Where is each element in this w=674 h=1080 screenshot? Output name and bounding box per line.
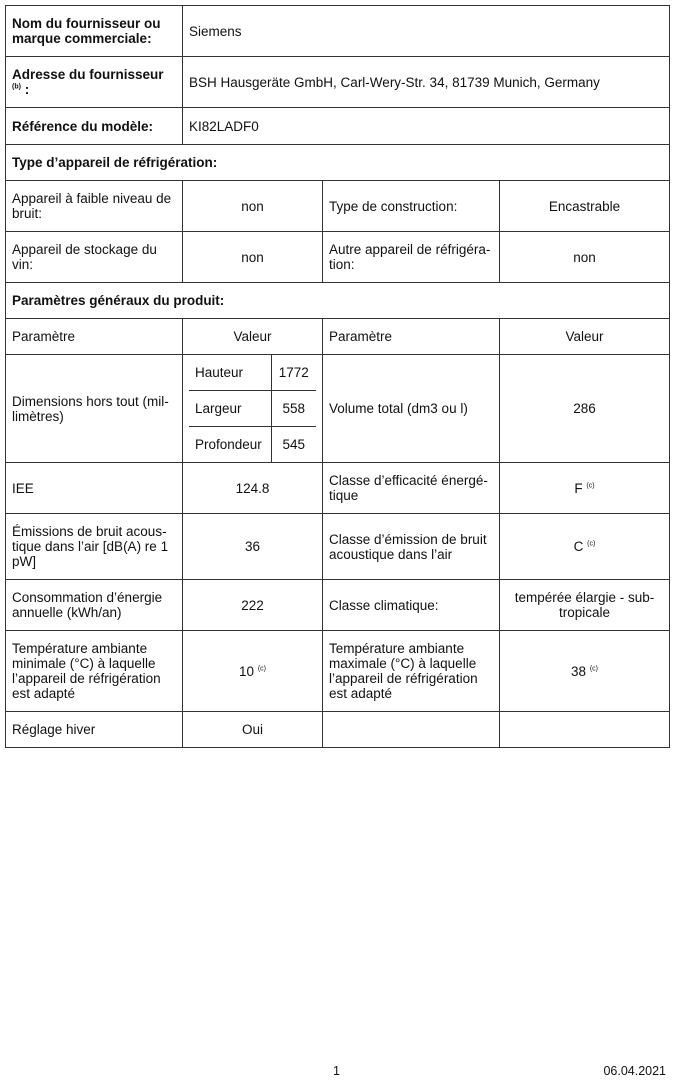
construction-type-label: Type de construction: — [323, 181, 500, 232]
width-value: 558 — [271, 391, 316, 427]
model-reference-value: KI82LADF0 — [183, 108, 670, 145]
winter-setting-label: Réglage hiver — [6, 712, 183, 748]
document-date: 06.04.2021 — [603, 1064, 666, 1078]
energy-class-label: Classe d’efficacité énergé-tique — [323, 463, 500, 514]
height-label: Hauteur — [189, 355, 271, 391]
other-appliance-label: Autre appareil de réfrigéra-tion: — [323, 232, 500, 283]
min-temperature-footnote: (c) — [257, 665, 266, 672]
depth-label: Profondeur — [195, 437, 262, 452]
construction-type-value: Encastrable — [500, 181, 670, 232]
supplier-address-label — [6, 57, 183, 108]
min-temperature-label: Température ambiante minimale (°C) à laquelle l’appareil de réfrigération est adapté — [6, 631, 183, 712]
max-temperature-footnote: (c) — [589, 665, 598, 672]
width-label: Largeur — [189, 391, 271, 427]
noise-class-cell — [500, 514, 670, 580]
supplier-address-colon: : — [24, 82, 30, 97]
low-noise-label: Appareil à faible niveau de bruit: — [6, 181, 183, 232]
noise-class-label: Classe d’émission de bruit acoustique dans l’air — [323, 514, 500, 580]
energy-class-cell — [500, 463, 670, 514]
supplier-name-label: Nom du fournisseur ou marque commerciale: — [6, 6, 183, 57]
general-params-heading: Paramètres généraux du produit: — [6, 283, 670, 319]
other-appliance-value: non — [500, 232, 670, 283]
total-volume-value: 286 — [500, 355, 670, 463]
max-temperature-cell — [500, 631, 670, 712]
supplier-name-value: Siemens — [183, 6, 670, 57]
energy-consumption-value: 222 — [183, 580, 323, 631]
climate-class-label: Classe climatique: — [323, 580, 500, 631]
depth-value: 545 — [271, 427, 316, 463]
iee-label: IEE — [6, 463, 183, 514]
page-number: 1 — [333, 1064, 340, 1078]
noise-emission-label: Émissions de bruit acous-tique dans l’air [dB(A) re 1 pW] — [6, 514, 183, 580]
energy-class-value: F — [574, 480, 583, 496]
min-temperature-cell — [183, 631, 323, 712]
wine-storage-value: non — [183, 232, 323, 283]
energy-class-footnote: (c) — [586, 482, 595, 489]
supplier-address-footnote: (b) — [12, 83, 21, 91]
column-header-param-2: Paramètre — [323, 319, 500, 355]
noise-class-value: C — [573, 539, 584, 554]
column-header-value: Valeur — [183, 319, 323, 355]
supplier-address-value: BSH Hausgeräte GmbH, Carl-Wery-Str. 34, 81739 Munich, Germany — [183, 57, 670, 108]
column-header-value-2: Valeur — [500, 319, 670, 355]
low-noise-value: non — [183, 181, 323, 232]
max-temperature-label: Température ambiante maximale (°C) à laquelle l’appareil de réfrigération est adapté — [323, 631, 500, 712]
climate-class-value: tempérée élargie - sub-tropicale — [500, 580, 670, 631]
noise-emission-value: 36 — [183, 514, 323, 580]
dimensions-values — [183, 355, 323, 463]
model-reference-label: Référence du modèle: — [6, 108, 183, 145]
wine-storage-label: Appareil de stockage du vin: — [6, 232, 183, 283]
total-volume-label: Volume total (dm3 ou l) — [323, 355, 500, 463]
energy-consumption-label: Consommation d’énergie annuelle (kWh/an) — [6, 580, 183, 631]
empty-cell — [323, 712, 500, 748]
height-value: 1772 — [271, 355, 316, 391]
iee-value: 124.8 — [183, 463, 323, 514]
product-info-sheet — [5, 5, 670, 748]
empty-cell-2 — [500, 712, 670, 748]
min-temperature-value: 10 — [239, 663, 255, 679]
dimensions-label: Dimensions hors tout (mil-limètres) — [6, 355, 183, 463]
noise-class-footnote: (c) — [587, 540, 596, 548]
max-temperature-value: 38 — [571, 663, 587, 679]
column-header-param: Paramètre — [6, 319, 183, 355]
winter-setting-value: Oui — [183, 712, 323, 748]
appliance-type-heading: Type d’appareil de réfrigération: — [6, 145, 670, 181]
dimensions-subtable — [189, 355, 316, 462]
supplier-address-label-text: Adresse du fournisseur — [12, 67, 164, 82]
